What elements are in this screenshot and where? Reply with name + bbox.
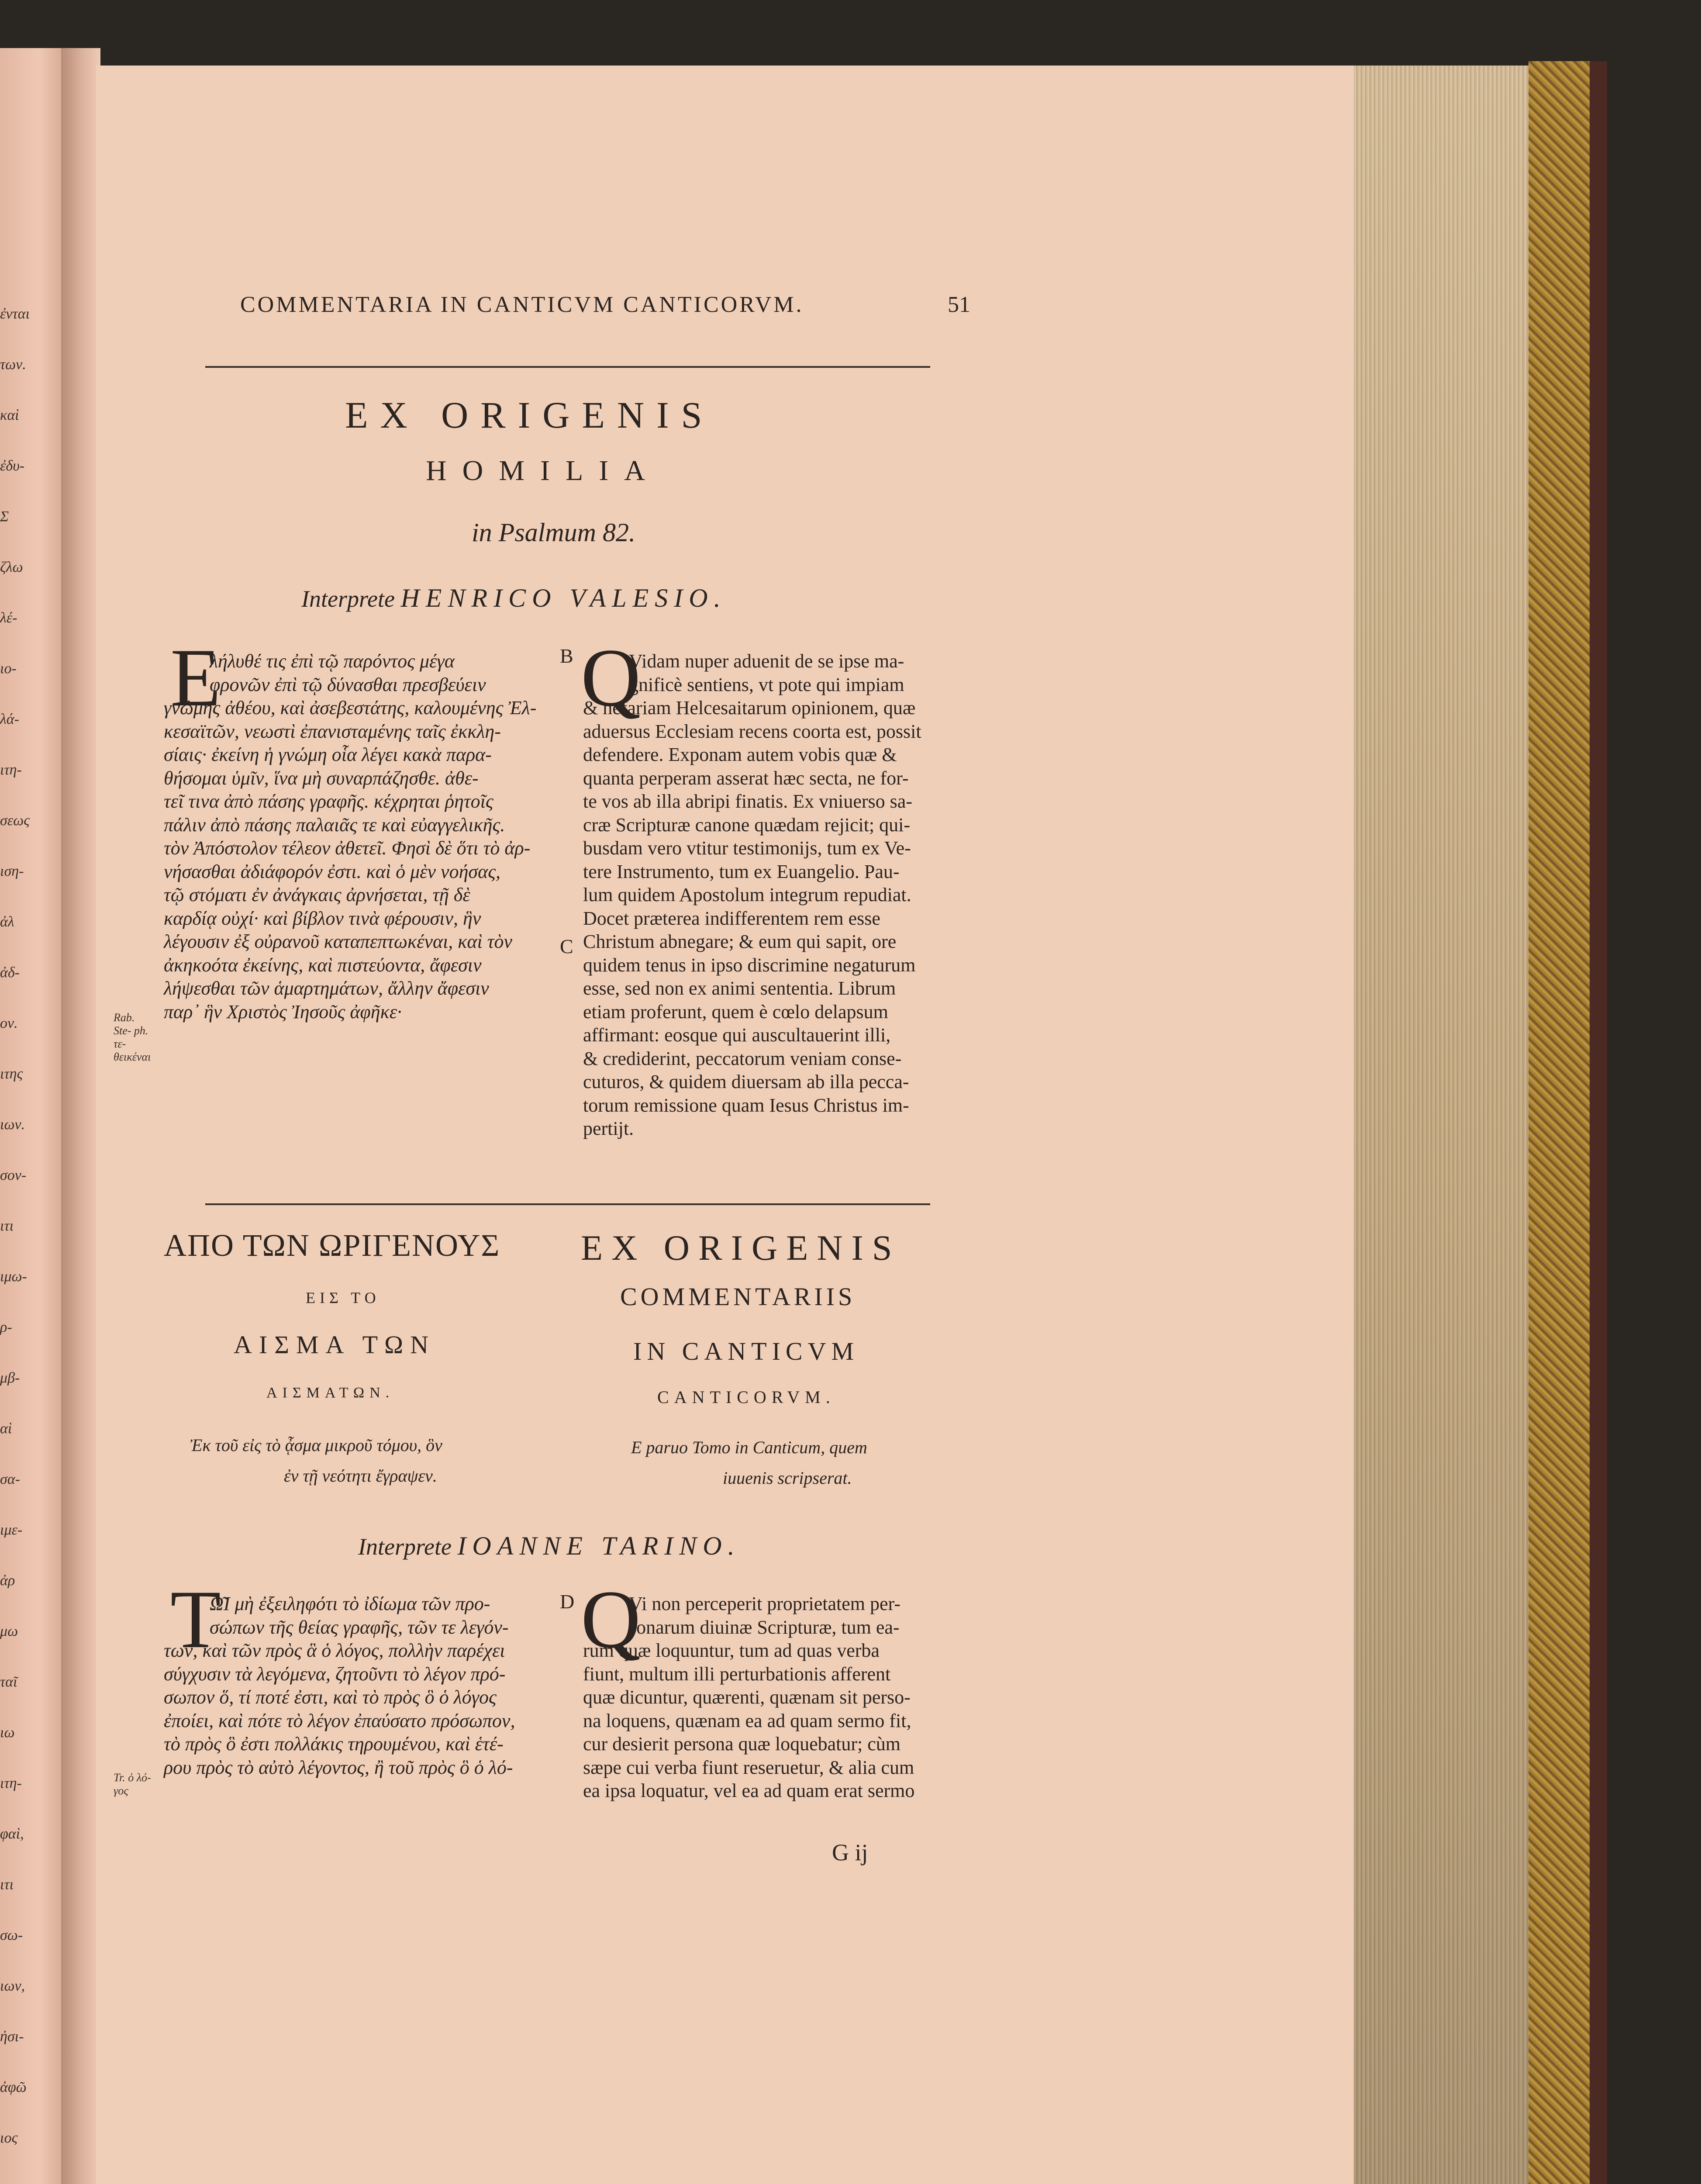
text-line: torum remissione quam Iesus Christus im- (583, 1094, 909, 1116)
left-page-fragment: ιτης (0, 1066, 23, 1082)
previous-page-edge (0, 48, 66, 2184)
section1-interpreter (301, 583, 727, 613)
text-line: Christum abnegare; & eum qui sapit, ore (583, 931, 897, 952)
text-line: quanta perperam asserat hæc secta, ne for- (583, 767, 909, 789)
interpreter-label: Interprete (301, 586, 395, 612)
section-mark-c: C (560, 935, 573, 957)
text-line: te vos ab illa abripi finatis. Ex vniuerso sa- (583, 791, 912, 812)
greek-heading-1: ΑΠΟ ΤΩΝ ΩΡΙΓΕΝΟΥΣ (164, 1228, 500, 1263)
text-line: Vidam nuper aduenit de se ipse ma- (629, 650, 904, 672)
text-line: τὸ πρὸς ὃ ἐστι πολλάκις τηρουμένου, καὶ ἑτέ- (164, 1733, 504, 1755)
text-line: των, καὶ τῶν πρὸς ἃ ὁ λόγος, πολλὴν παρέχει (164, 1640, 505, 1661)
left-page-fragment: καὶ (0, 407, 19, 423)
left-page-fragment: ιο- (0, 660, 17, 677)
left-page-fragment: ον. (0, 1015, 18, 1031)
signature-mark: G ij (832, 1839, 868, 1866)
page-edges (1354, 66, 1537, 2184)
left-page-fragment: ιση- (0, 863, 24, 879)
text-line: gnificè sentiens, vt pote qui impiam (629, 674, 904, 695)
left-page-fragment: σεως (0, 812, 30, 829)
left-page-fragment: ἐδυ- (0, 458, 25, 474)
greek-heading-2: ΕΙΣ ΤΟ (306, 1289, 380, 1306)
left-page-fragment: ρ- (0, 1319, 12, 1335)
left-page-fragment: λέ- (0, 610, 17, 626)
text-line: affirmant: eosque qui auscultauerint illi, (583, 1024, 891, 1046)
text-line: sæpe cui verba fiunt reseruetur, & alia cum (583, 1756, 914, 1778)
margin-note: Tr. ὁ λό- γος (114, 1771, 151, 1797)
section2-latin-column (583, 1592, 914, 1803)
left-page-fragment: ταῖ (0, 1674, 17, 1690)
section1-title: EX ORIGENIS (345, 394, 714, 436)
text-line: πάλιν ἀπὸ πάσης παλαιᾶς τε καὶ εὐαγγελικῆς. (164, 814, 505, 836)
latin-dropcap: Q (581, 632, 641, 724)
left-page-fragment: ζλω (0, 559, 23, 575)
text-line: pertijt. (583, 1118, 634, 1139)
section1-latin-column (583, 650, 921, 1140)
text-line: ρου πρὸς τὸ αὐτὸ λέγοντος, ἢ τοῦ πρὸς ὃ ὁ λό- (164, 1756, 513, 1778)
text-line: na loquens, quænam ea ad quam sermo fit, (583, 1710, 911, 1731)
text-line: τὸν Ἀπόστολον τέλεον ἀθετεῖ. Φησὶ δὲ ὅτι τὸ ἀρ- (164, 837, 531, 859)
left-page-fragment: σα- (0, 1471, 20, 1487)
section1-psalm: in Psalmum 82. (472, 518, 635, 547)
text-line: παρ᾽ ἣν Χριστὸς Ἰησοῦς ἀφῆκε· (164, 1001, 402, 1023)
left-page-fragment: των. (0, 356, 26, 373)
text-line: quidem tenus in ipso discrimine negaturum (583, 954, 916, 976)
text-line: defendere. Exponam autem vobis quæ & (583, 744, 897, 765)
left-page-fragment: λά- (0, 711, 19, 727)
text-line: τῷ στόματι ἐν ἀνάγκαις ἀρνήσεται, τῇ δὲ (164, 884, 470, 905)
latin-heading-3: IN CANTICVM (633, 1337, 859, 1365)
greek-dropcap: T (170, 1574, 221, 1666)
text-line: σύγχυσιν τὰ λεγόμενα, ζητοῦντι τὸ λέγον πρό- (164, 1663, 506, 1685)
text-line: ἀκηκοότα ἐκείνης, καὶ πιστεύοντα, ἄφεσιν (164, 954, 482, 976)
text-line: quæ dicuntur, quærenti, quænam sit perso- (583, 1686, 911, 1708)
text-line: rum quæ loquuntur, tum ad quas verba (583, 1640, 880, 1661)
running-head: COMMENTARIA IN CANTICVM CANTICORVM. (240, 292, 804, 317)
header-rule (205, 366, 930, 368)
left-page-fragment: ιων. (0, 1116, 25, 1133)
left-page-fragment: σω- (0, 1927, 23, 1943)
greek-subtitle-2: ἐν τῇ νεότητι ἔγραψεν. (284, 1466, 437, 1486)
left-page-fragment: ἀρ (0, 1572, 15, 1589)
text-line: γνώμης ἀθέου, καὶ ἀσεβεστάτης, καλουμένης Ἐλ- (164, 697, 537, 719)
latin-heading-2: COMMENTARIIS (620, 1282, 856, 1311)
section-rule (205, 1203, 930, 1205)
latin-heading-1: EX ORIGENIS (581, 1228, 901, 1268)
latin-dropcap: Q (581, 1574, 641, 1666)
left-page-fragment: ιος (0, 2130, 18, 2146)
left-page-fragment: ιω (0, 1724, 15, 1741)
text-line: Docet præterea indifferentem rem esse (583, 907, 880, 929)
greek-heading-3: ΑΙΣΜΑ ΤΩΝ (234, 1330, 436, 1359)
text-line: σίαις· ἐκείνη ἡ γνώμη οἷα λέγει κακὰ παρα- (164, 744, 492, 765)
section1-greek-column (164, 650, 536, 1023)
section1-subtitle: HOMILIA (426, 455, 661, 487)
text-line: & nefariam Helcesaitarum opinionem, quæ (583, 697, 916, 719)
text-line: κεσαϊτῶν, νεωστὶ ἐπανισταμένης ταῖς ἐκκλη- (164, 720, 501, 742)
text-line: esse, sed non ex animi sententia. Librum (583, 978, 896, 999)
left-page-fragment: Σ (0, 508, 9, 525)
text-line: & crediderint, peccatorum veniam conse- (583, 1047, 902, 1069)
text-line: σώπων τῆς θείας γραφῆς, τῶν τε λεγόν- (210, 1616, 509, 1638)
interpreter-name: HENRICO VALESIO. (400, 584, 727, 612)
text-line: φρονῶν ἐπὶ τῷ δύνασθαι πρεσβεύειν (210, 674, 486, 695)
text-line: ἐποίει, καὶ πότε τὸ λέγον ἐπαύσατο πρόσωπον, (164, 1710, 515, 1731)
interpreter-label: Interprete (358, 1534, 452, 1560)
left-page-fragment: σον- (0, 1167, 27, 1183)
left-page-fragment: ἀφῶ (0, 2079, 27, 2095)
page-number: 51 (948, 292, 970, 317)
text-line: lum quidem Apostolum integrum repudiat. (583, 884, 911, 905)
text-line: cuturos, & quidem diuersam ab illa pecca- (583, 1071, 909, 1092)
left-page-fragment: ιτη- (0, 762, 22, 778)
text-line: νήσασθαι ἀδιάφορόν ἐστι. καὶ ὁ μὲν νοήσας, (164, 860, 501, 882)
left-page-fragment: μβ- (0, 1370, 20, 1386)
text-line: tere Instrumento, tum ex Euangelio. Pau- (583, 860, 900, 882)
left-page-fragment: ιμω- (0, 1268, 27, 1285)
latin-subtitle-2: iuuenis scripserat. (723, 1468, 852, 1488)
text-line: cur desierit persona quæ loquebatur; cùm (583, 1733, 901, 1755)
text-line: busdam vero vtitur testimonijs, tum ex Ve- (583, 837, 911, 859)
left-page-fragment: ἐνται (0, 306, 30, 322)
text-line: σωπον ὅ, τί ποτέ ἐστι, καὶ τὸ πρὸς ὃ ὁ λόγος (164, 1686, 497, 1708)
section-mark-b: B (560, 645, 573, 667)
left-page-fragment: ιτι (0, 1218, 14, 1234)
margin-note: Rab. Ste- ph. τε- θεικέναι (114, 1011, 151, 1063)
left-page-fragment: αὶ (0, 1420, 12, 1437)
text-line: aduersus Ecclesiam recens coorta est, possit (583, 720, 921, 742)
gilt-cover-edge (1528, 61, 1590, 2184)
left-page-fragment: ἀλ (0, 914, 14, 930)
greek-subtitle-1: Ἐκ τοῦ εἰς τὸ ᾆσμα μικροῦ τόμου, ὃν (190, 1435, 442, 1455)
text-line: fiunt, multum illi perturbationis afferent (583, 1663, 891, 1685)
left-page-fragment: ιτι (0, 1876, 14, 1893)
left-page-fragment: ιτη- (0, 1775, 22, 1791)
text-line: etiam proferunt, quem è cœlo delapsum (583, 1001, 888, 1023)
latin-heading-4: CANTICORVM. (657, 1387, 835, 1407)
section2-greek-column (164, 1592, 515, 1779)
left-page-fragment: μω (0, 1623, 18, 1639)
text-line: λήλυθέ τις ἐπὶ τῷ παρόντος μέγα (210, 650, 455, 672)
left-page-fragment: ἀδ- (0, 964, 20, 981)
latin-subtitle-1: E paruo Tomo in Canticum, quem (631, 1438, 867, 1457)
text-line: τεῖ τινα ἀπὸ πάσης γραφῆς. κέχρηται ῥητοῖς (164, 791, 493, 812)
interpreter-name: IOANNE TARINO. (457, 1531, 741, 1560)
left-page-fragment: ιων, (0, 1978, 25, 1994)
text-line: cræ Scripturæ canone quædam rejicit; qui- (583, 814, 911, 836)
text-line: καρδίᾳ οὐχί· καὶ βίβλον τινὰ φέρουσιν, ἣν (164, 907, 481, 929)
greek-heading-4: ΑΙΣΜΑΤΩΝ. (266, 1385, 395, 1401)
text-line: Vi non perceperit proprietatem per- (629, 1593, 901, 1614)
section-mark-d: D (560, 1590, 575, 1613)
left-page-fragment: φαὶ, (0, 1826, 24, 1842)
greek-dropcap: E (170, 632, 221, 724)
text-line: ea ipsa loquatur, vel ea ad quam erat sermo (583, 1780, 915, 1801)
text-line: λέγουσιν ἐξ οὐρανοῦ καταπεπτωκέναι, καὶ τὸν (164, 931, 513, 952)
text-line: θήσομαι ὑμῖν, ἵνα μὴ συναρπάζησθε. ἀθε- (164, 767, 479, 789)
text-line: sonarum diuinæ Scripturæ, tum ea- (629, 1616, 900, 1638)
section2-interpreter (358, 1531, 741, 1561)
left-page-fragment: ιμε- (0, 1522, 23, 1538)
left-page-fragment: ἠσι- (0, 2028, 24, 2045)
book-gutter (61, 48, 100, 2184)
text-line: Ω͂Ι μὴ ἐξειληφότι τὸ ἰδίωμα τῶν προ- (210, 1593, 490, 1614)
text-line: λήψεσθαι τῶν ἁμαρτημάτων, ἄλλην ἄφεσιν (164, 978, 489, 999)
